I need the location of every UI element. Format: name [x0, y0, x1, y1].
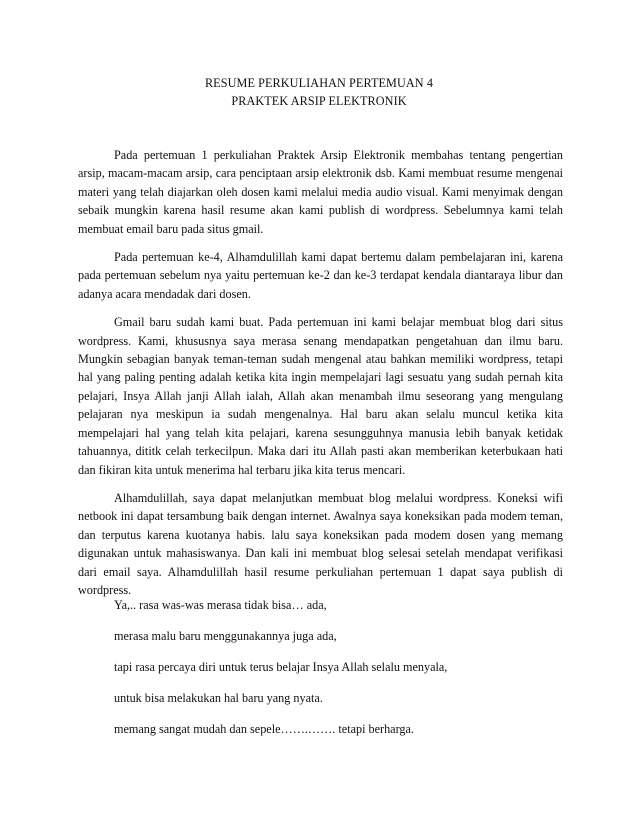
paragraph-1: Pada pertemuan 1 perkuliahan Praktek Arsip Elektronik membahas tentang pengertian arsip, macam-macam arsip, cara penciptaan arsip elektronik dsb. Kami membuat resume mengenai materi yang telah diajarkan oleh dosen kami melalui media audio visual. Kami menyimak dengan sebaik mungkin karena hasil resume akan kami publish di wordpress. Sebelumnya kami telah membuat email baru pada situs gmail.	[78, 148, 563, 236]
document-body	[78, 146, 563, 609]
poem-line-4: untuk bisa melakukan hal baru yang nyata.	[114, 691, 323, 705]
document-title: RESUME PERKULIAHAN PERTEMUAN 4	[204, 76, 434, 90]
poem-line-3: tapi rasa percaya diri untuk terus belajar Insya Allah selalu menyala,	[114, 660, 448, 674]
paragraph-2: Pada pertemuan ke-4, Alhamdulillah kami dapat bertemu dalam pembelajaran ini, karena pada pertemuan sebelum nya yaitu pertemuan ke-2 dan ke-3 terdapat kendala diantaraya libur dan adanya acara mendadak dari dosen.	[78, 250, 563, 301]
poem-line-5: memang sangat mudah dan sepele…….……. tetapi berharga.	[114, 722, 414, 736]
poem-line-2: merasa malu baru menggunakannya juga ada,	[114, 629, 337, 643]
document-subtitle: PRAKTEK ARSIP ELEKTRONIK	[231, 94, 407, 108]
poem-line-1: Ya,.. rasa was-was merasa tidak bisa… ada,	[114, 598, 327, 612]
paragraph-3: Gmail baru sudah kami buat. Pada pertemuan ini kami belajar membuat blog dari situs wordpress. Kami, khususnya saya merasa senang mendapatkan pengetahuan dan ilmu baru. Mungkin sebagian banyak teman-teman sudah mengenal atau bahkan memiliki wordpress, tetapi hal yang paling penting adalah ketika kita ingin mempelajari lagi sesuatu yang sudah pernah kita pelajari, Insya Allah janji Allah ialah, Allah akan menambah ilmu seseorang yang mengulang pelajaran nya meskipun ia sudah mengenalnya. Hal baru akan selalu muncul ketika kita mempelajari hal yang telah kita pelajari, karena sesungguhnya manusia lebih banyak ketidak tahuannya, dititk celah terkecilpun. Maka dari itu Allah pasti akan memberikan keterbukaan hati dan fikiran kita untuk menerima hal terbaru jika kita terus mencari.	[78, 315, 563, 477]
poem-block	[114, 596, 534, 751]
paragraph-4: Alhamdulillah, saya dapat melanjutkan membuat blog melalui wordpress. Koneksi wifi netbook ini dapat tersambung baik dengan internet. Awalnya saya koneksikan pada modem teman, dan terputus karena kuotanya habis. lalu saya koneksikan pada modem dosen yang memang digunakan untuk mahasiswanya. Dan kali ini membuat blog selesai setelah mendapat verifikasi dari email saya. Alhamdulillah hasil resume perkuliahan pertemuan 1 dapat saya publish di wordpress.	[78, 490, 563, 597]
